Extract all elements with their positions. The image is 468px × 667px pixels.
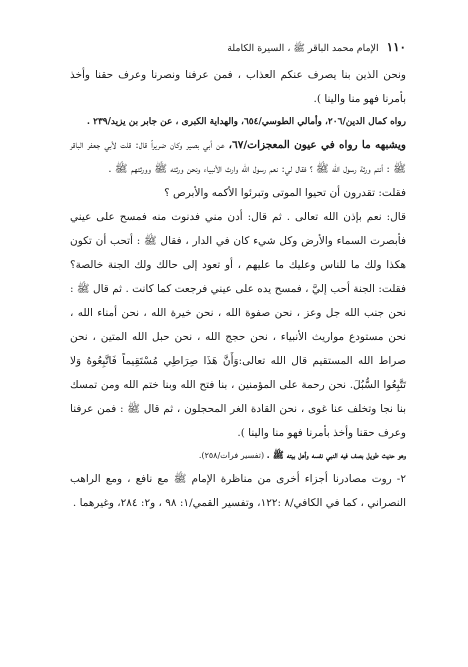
source-note-2-ref: (تفسير فرات/٢٥٨). (198, 451, 267, 460)
running-title: الإمام محمد الباقر ﷺ ، السيرة الكاملة (227, 43, 379, 54)
paragraph-1: ونحن الذين بنا يصرف عنكم العذاب ، فمن عرفنا ونصرنا وعرف حقنا وأخذ بأمرنا فهو منا والينا ). (70, 69, 406, 105)
page-number: ١١٠ (386, 40, 406, 54)
paragraph-5: قال: نعم بإذن الله تعالى . ثم قال: أدن مني فدنوت منه فمسح على عيني فأبصرت السماء والأرض وكل شيء كان في الدار ، فقال ﷺ : أتحب أن تكون هكذا ولك ما للناس وعليك ما عليهم ، أو تعود إلى حالك ولك الجنة خالصة؟ فقلت: الجنة أحب إليَّ ، فمسح يده على عيني فرجعت كما كانت . ثم قال ﷺ : نحن جنب الله جل وعز ، نحن صفوة الله ، نحن خيرة الله ، نحن أمناء الله ، نحن مستودع مواريث الأنبياء ، نحن حجج الله ، نحن حبل الله المتين ، نحن صراط الله المستقيم قال الله تعالى:وَأَنَّ هَذَا صِرَاطِي مُسْتَقِيماً فَاتَّبِعُوهُ وَلا تَتَّبِعُوا السُّبُلَ. نحن رحمة على المؤمنين ، بنا فتح الله وبنا ختم الله ومن تمسك بنا نجا وتخلف عنا غوى ، نحن القادة الغر المحجلون ، ثم قال ﷺ : فمن عرفنا وعرف حقنا وأخذ بأمرنا فهو منا والينا ). (70, 211, 406, 439)
paragraph-3-lead: ويشبهه ما رواه في عيون المعجزات/٦٧، (228, 139, 407, 151)
source-note-1: رواه كمال الدين/٢٠٦، وأمالي الطوسي/٦٥٤، والهداية الكبرى ، عن جابر بن يزيد/٢٣٩ . (86, 117, 406, 127)
paragraph-3-body: عن أبي بصير وكان ضريراً قال: قلت لأبي جعفر الباقر ﷺ : أنتم ورثة رسول الله ﷺ ؟ فقال لي: نعم رسول الله وارث الأنبياء ونحن ورثته ﷺ وورثتهم ﷺ . (70, 139, 406, 175)
source-note-2 (70, 445, 406, 467)
paragraph-3 (70, 133, 406, 181)
source-note-2-lead: وهو حديث طويل بصف فيه النبي نفسه وأهل بيته ﷺ . (266, 451, 406, 461)
paragraph-4: فقلت: تقدرون أن تحيوا الموتى وتبرئوا الأكمه والأبرص ؟ (164, 187, 406, 199)
paragraph-7: ٢- روت مصادرنا أجزاء أخرى من مناظرة الإمام ﷺ مع نافع ، ومع الراهب النصراني ، كما في الكافي/٨ :١٢٢، وتفسير القمي/١: ٩٨ ، و٢: ٢٨٤، وغيرهما . (70, 473, 406, 509)
page-header (70, 40, 406, 56)
